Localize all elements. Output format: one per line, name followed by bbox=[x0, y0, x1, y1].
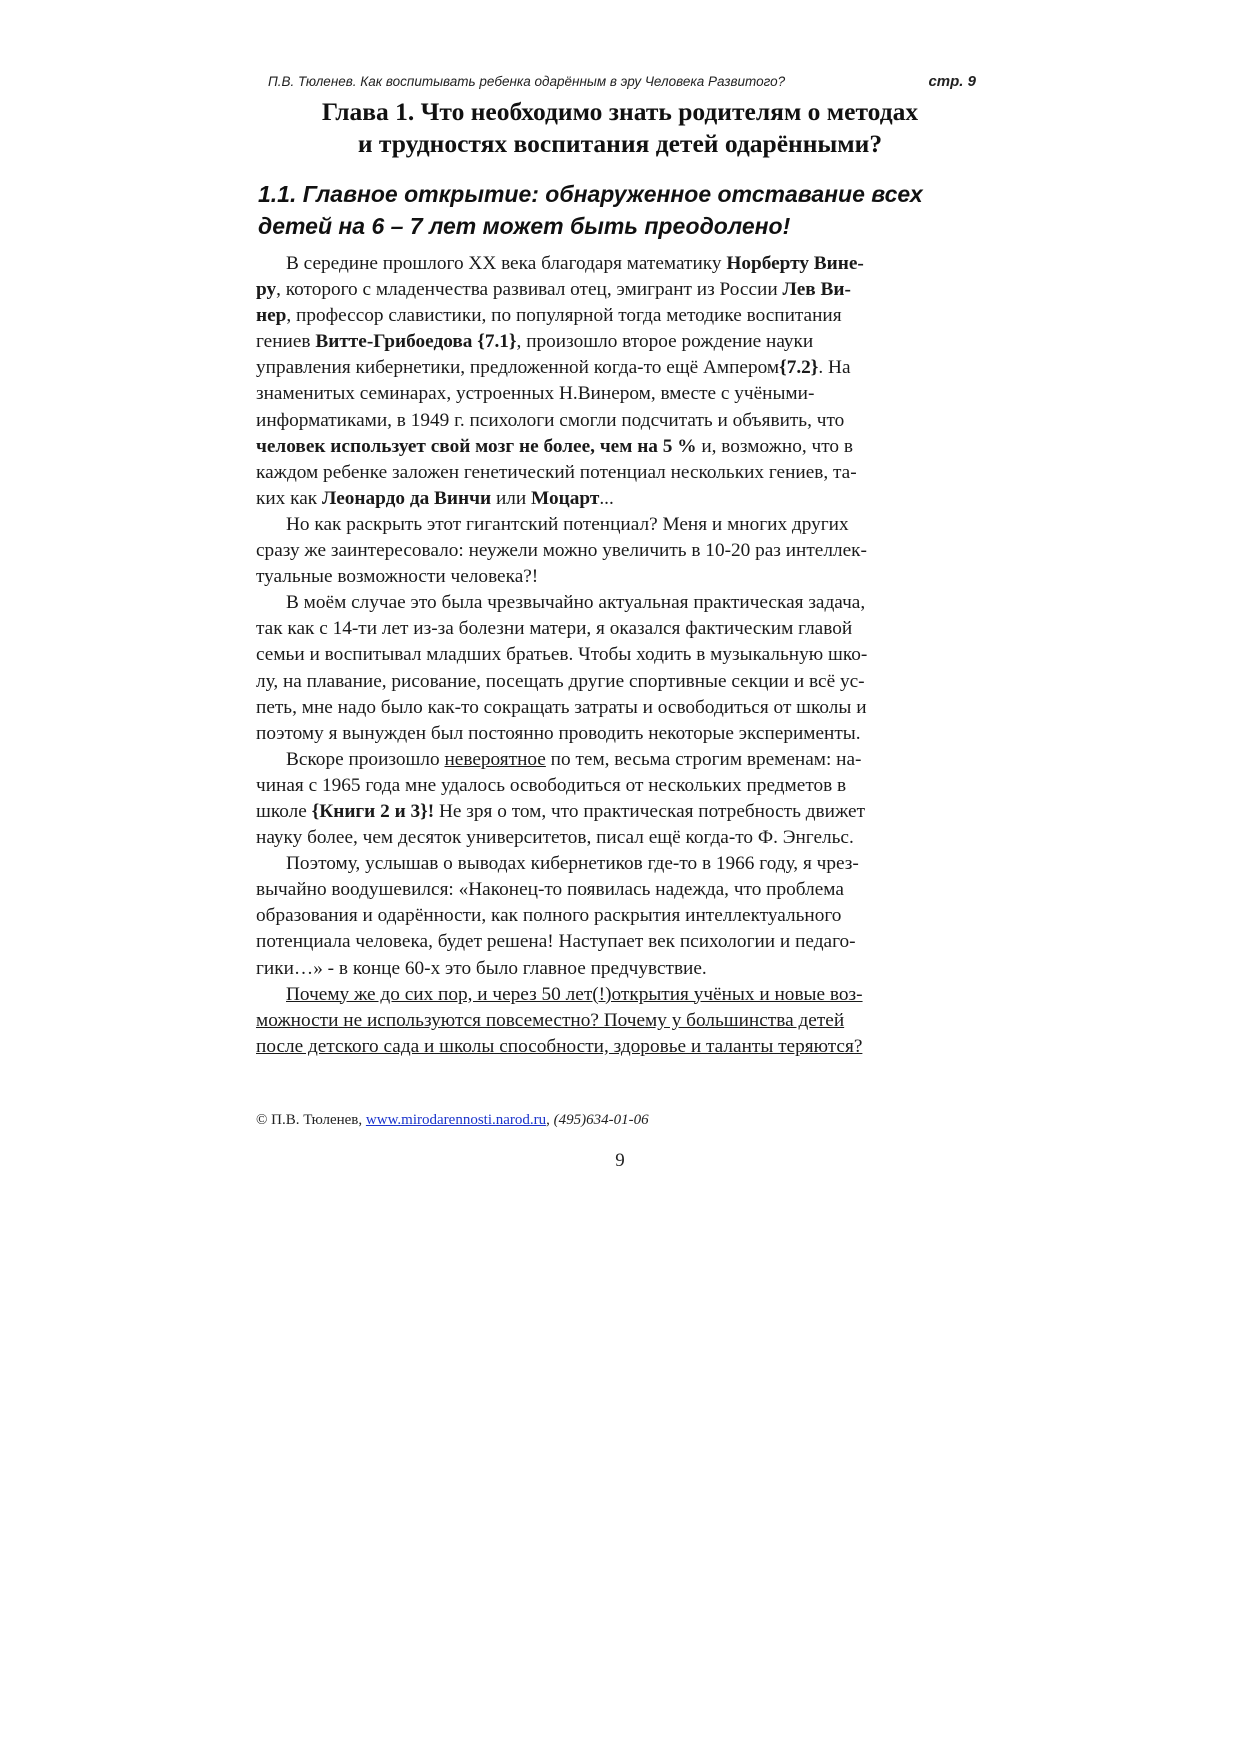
text-line bbox=[256, 303, 998, 329]
paragraph bbox=[256, 851, 998, 981]
paragraph bbox=[256, 251, 998, 512]
underlined-text-line: можности не используются повсеместно? Почему у большинства детей bbox=[256, 1009, 845, 1031]
text-line: так как с 14-ти лет из-за болезни матери, я оказался фактическим главой bbox=[256, 618, 853, 640]
bold-text: Лев Ви- bbox=[782, 279, 851, 301]
text-line bbox=[256, 329, 998, 355]
text-line: потенциала человека, будет решена! Наступает век психологии и педаго- bbox=[256, 931, 856, 953]
copyright-text: © П.В. Тюленев, bbox=[256, 1112, 366, 1128]
text-run: школе bbox=[256, 800, 312, 822]
section-title bbox=[258, 178, 998, 242]
underlined-text-line: Почему же до сих пор, и через 50 лет(!)открытия учёных и новые воз- bbox=[286, 983, 863, 1005]
text-run: , профессор славистики, по популярной тогда методике воспитания bbox=[286, 305, 842, 327]
body-text bbox=[256, 251, 998, 1060]
bold-text: {7.2} bbox=[779, 357, 819, 379]
paragraph bbox=[256, 590, 998, 747]
chapter-title bbox=[240, 96, 1000, 160]
text-line: образования и одарённости, как полного раскрытия интеллектуального bbox=[256, 905, 842, 927]
running-title: П.В. Тюленев. Как воспитывать ребенка одарённым в эру Человека Развитого? bbox=[268, 74, 786, 89]
header-page-ref: стр. 9 bbox=[928, 73, 976, 90]
text-run: , произошло второе рождение науки bbox=[516, 331, 814, 353]
text-line: семьи и воспитывал младших братьев. Чтобы ходить в музыкальную шко- bbox=[256, 644, 868, 666]
text-run: и, возможно, что в bbox=[696, 435, 853, 457]
section-title-line: 1.1. Главное открытие: обнаруженное отставание всех bbox=[258, 181, 923, 207]
text-line: чиная с 1965 года мне удалось освободиться от нескольких предметов в bbox=[256, 774, 847, 796]
text-line: сразу же заинтересовало: неужели можно увеличить в 10-20 раз интеллек- bbox=[256, 540, 867, 562]
bold-text: нер bbox=[256, 305, 287, 327]
paragraph bbox=[256, 982, 998, 1060]
text-line: Но как раскрыть этот гигантский потенциал? Меня и многих других bbox=[286, 513, 849, 535]
footer-separator: , bbox=[546, 1112, 554, 1128]
text-run: В середине прошлого XX века благодаря математику bbox=[286, 253, 727, 274]
text-line: поэтому я вынужден был постоянно проводить некоторые эксперименты. bbox=[256, 722, 861, 744]
paragraph bbox=[256, 747, 998, 851]
underlined-text-line: после детского сада и школы способности, здоровье и таланты теряются? bbox=[256, 1035, 863, 1057]
bold-text: человек использует свой мозг не более, чем на 5 % bbox=[256, 435, 697, 457]
text-line: Поэтому, услышав о выводах кибернетиков где-то в 1966 году, я чрез- bbox=[286, 853, 859, 875]
chapter-title-line: Глава 1. Что необходимо знать родителям о методах bbox=[321, 97, 919, 126]
text-run: ... bbox=[599, 487, 614, 509]
text-line: В моём случае это была чрезвычайно актуальная практическая задача, bbox=[286, 592, 866, 614]
bold-text: {Книги 2 и 3}! bbox=[311, 800, 435, 822]
text-line: каждом ребенке заложен генетический потенциал нескольких гениев, та- bbox=[256, 461, 857, 483]
text-run: или bbox=[491, 487, 532, 509]
footer bbox=[256, 1112, 998, 1129]
bold-text: Норберту Вине- bbox=[726, 253, 864, 274]
text-run: , которого с младенчества развивал отец, эмигрант из России bbox=[276, 279, 783, 301]
text-line bbox=[256, 251, 998, 277]
text-line bbox=[256, 799, 998, 825]
chapter-title-line: и трудностях воспитания детей одарёнными? bbox=[357, 129, 883, 158]
text-run: гениев bbox=[256, 331, 316, 353]
text-run: ких как bbox=[256, 487, 322, 509]
section-title-line: детей на 6 – 7 лет может быть преодолено! bbox=[258, 213, 791, 239]
text-line: знаменитых семинарах, устроенных Н.Винером, вместе с учёными- bbox=[256, 383, 815, 405]
text-line: вычайно воодушевился: «Наконец-то появилась надежда, что проблема bbox=[256, 879, 844, 901]
text-line bbox=[256, 434, 998, 460]
text-run: Не зря о том, что практическая потребность движет bbox=[434, 800, 866, 822]
text-run: по тем, весьма строгим временам: на- bbox=[545, 748, 862, 770]
text-line: гики…» - в конце 60-х это было главное предчувствие. bbox=[256, 957, 707, 979]
phone-number: (495)634-01-06 bbox=[553, 1112, 649, 1128]
text-line: петь, мне надо было как-то сокращать затраты и освободиться от школы и bbox=[256, 696, 867, 718]
text-line bbox=[256, 355, 998, 381]
text-run: Вскоре произошло bbox=[286, 748, 445, 770]
text-line: туальные возможности человека?! bbox=[256, 566, 539, 588]
text-line: информатиками, в 1949 г. психологи смогли подсчитать и объявить, что bbox=[256, 409, 845, 431]
bold-text: Витте-Грибоедова {7.1} bbox=[315, 331, 517, 353]
text-line: науку более, чем десяток университетов, писал ещё когда-то Ф. Энгельс. bbox=[256, 827, 854, 849]
paragraph bbox=[256, 512, 998, 590]
bold-text: Леонардо да Винчи bbox=[321, 487, 492, 509]
text-line bbox=[256, 486, 998, 512]
page-number: 9 bbox=[615, 1150, 625, 1171]
bold-text: Моцарт bbox=[531, 487, 600, 509]
bold-text: ру bbox=[256, 279, 277, 301]
text-run: управления кибернетики, предложенной когда-то ещё Ампером bbox=[256, 357, 780, 379]
underlined-text: невероятное bbox=[444, 748, 546, 770]
text-run: . На bbox=[818, 357, 851, 379]
text-line: лу, на плавание, рисование, посещать другие спортивные секции и всё ус- bbox=[256, 670, 865, 692]
website-link[interactable]: www.mirodarennosti.narod.ru bbox=[365, 1112, 547, 1128]
text-line bbox=[256, 277, 998, 303]
text-line bbox=[256, 747, 998, 773]
running-header bbox=[268, 74, 992, 89]
